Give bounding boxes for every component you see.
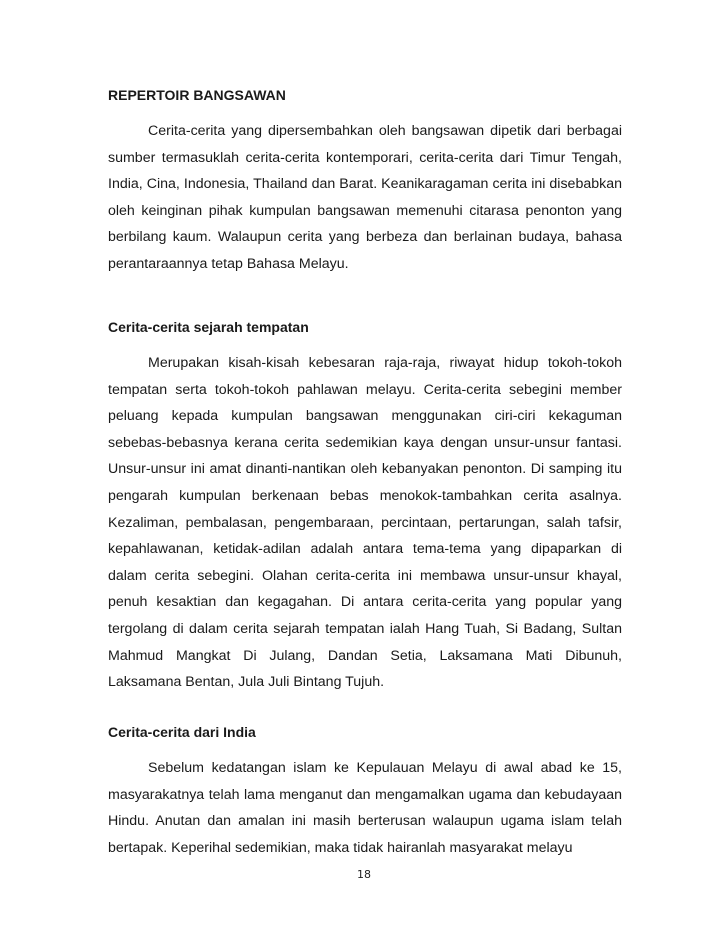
section-heading-india: Cerita-cerita dari India	[108, 724, 256, 740]
paragraph-india: Sebelum kedatangan islam ke Kepulauan Melayu di awal abad ke 15, masyarakatnya telah lama menganut dan mengamalkan ugama dan kebudayaan Hindu. Anutan dan amalan ini masih berterusan walaupun ugama islam telah bertapak. Keperihal sedemikian, maka tidak hairanlah masyarakat melayu	[108, 760, 622, 856]
section-heading-repertoir: REPERTOIR BANGSAWAN	[108, 87, 286, 103]
paragraph-repertoir: Cerita-cerita yang dipersembahkan oleh bangsawan dipetik dari berbagai sumber termasuklah cerita-cerita kontemporari, cerita-cerita dari Timur Tengah, India, Cina, Indonesia, Thailand dan Barat. Keanikaragaman cerita ini disebabkan oleh keinginan pihak kumpulan bangsawan memenuhi citarasa penonton yang berbilang kaum. Walaupun cerita yang berbeza dan berlainan budaya, bahasa perantaraannya tetap Bahasa Melayu.	[108, 123, 622, 272]
paragraph-sejarah-tempatan: Merupakan kisah-kisah kebesaran raja-raja, riwayat hidup tokoh-tokoh tempatan serta tokoh-tokoh pahlawan melayu. Cerita-cerita sebegini member peluang kepada kumpulan bangsawan menggunakan ciri-ciri kekaguman sebebas-bebasnya kerana cerita sedemikian kaya dengan unsur-unsur fantasi. Unsur-unsur ini amat dinanti-nantikan oleh kebanyakan penonton. Di samping itu pengarah kumpulan berkenaan bebas menokok-tambahkan cerita asalnya. Kezaliman, pembalasan, pengembaraan, percintaan, pertarungan, salah tafsir, kepahlawanan, ketidak-adilan adalah antara tema-tema yang dipaparkan di dalam cerita sebegini. Olahan cerita-cerita ini membawa unsur-unsur khayal, penuh kesaktian dan kegagahan. Di antara cerita-cerita yang popular yang tergolang di dalam cerita sejarah tempatan ialah Hang Tuah, Si Badang, Sultan Mahmud Mangkat Di Julang, Dandan Setia, Laksamana Mati Dibunuh, Laksamana Bentan, Jula Juli Bintang Tujuh.	[108, 355, 622, 691]
section-heading-sejarah-tempatan: Cerita-cerita sejarah tempatan	[108, 319, 309, 335]
page-number: 18	[357, 868, 371, 881]
